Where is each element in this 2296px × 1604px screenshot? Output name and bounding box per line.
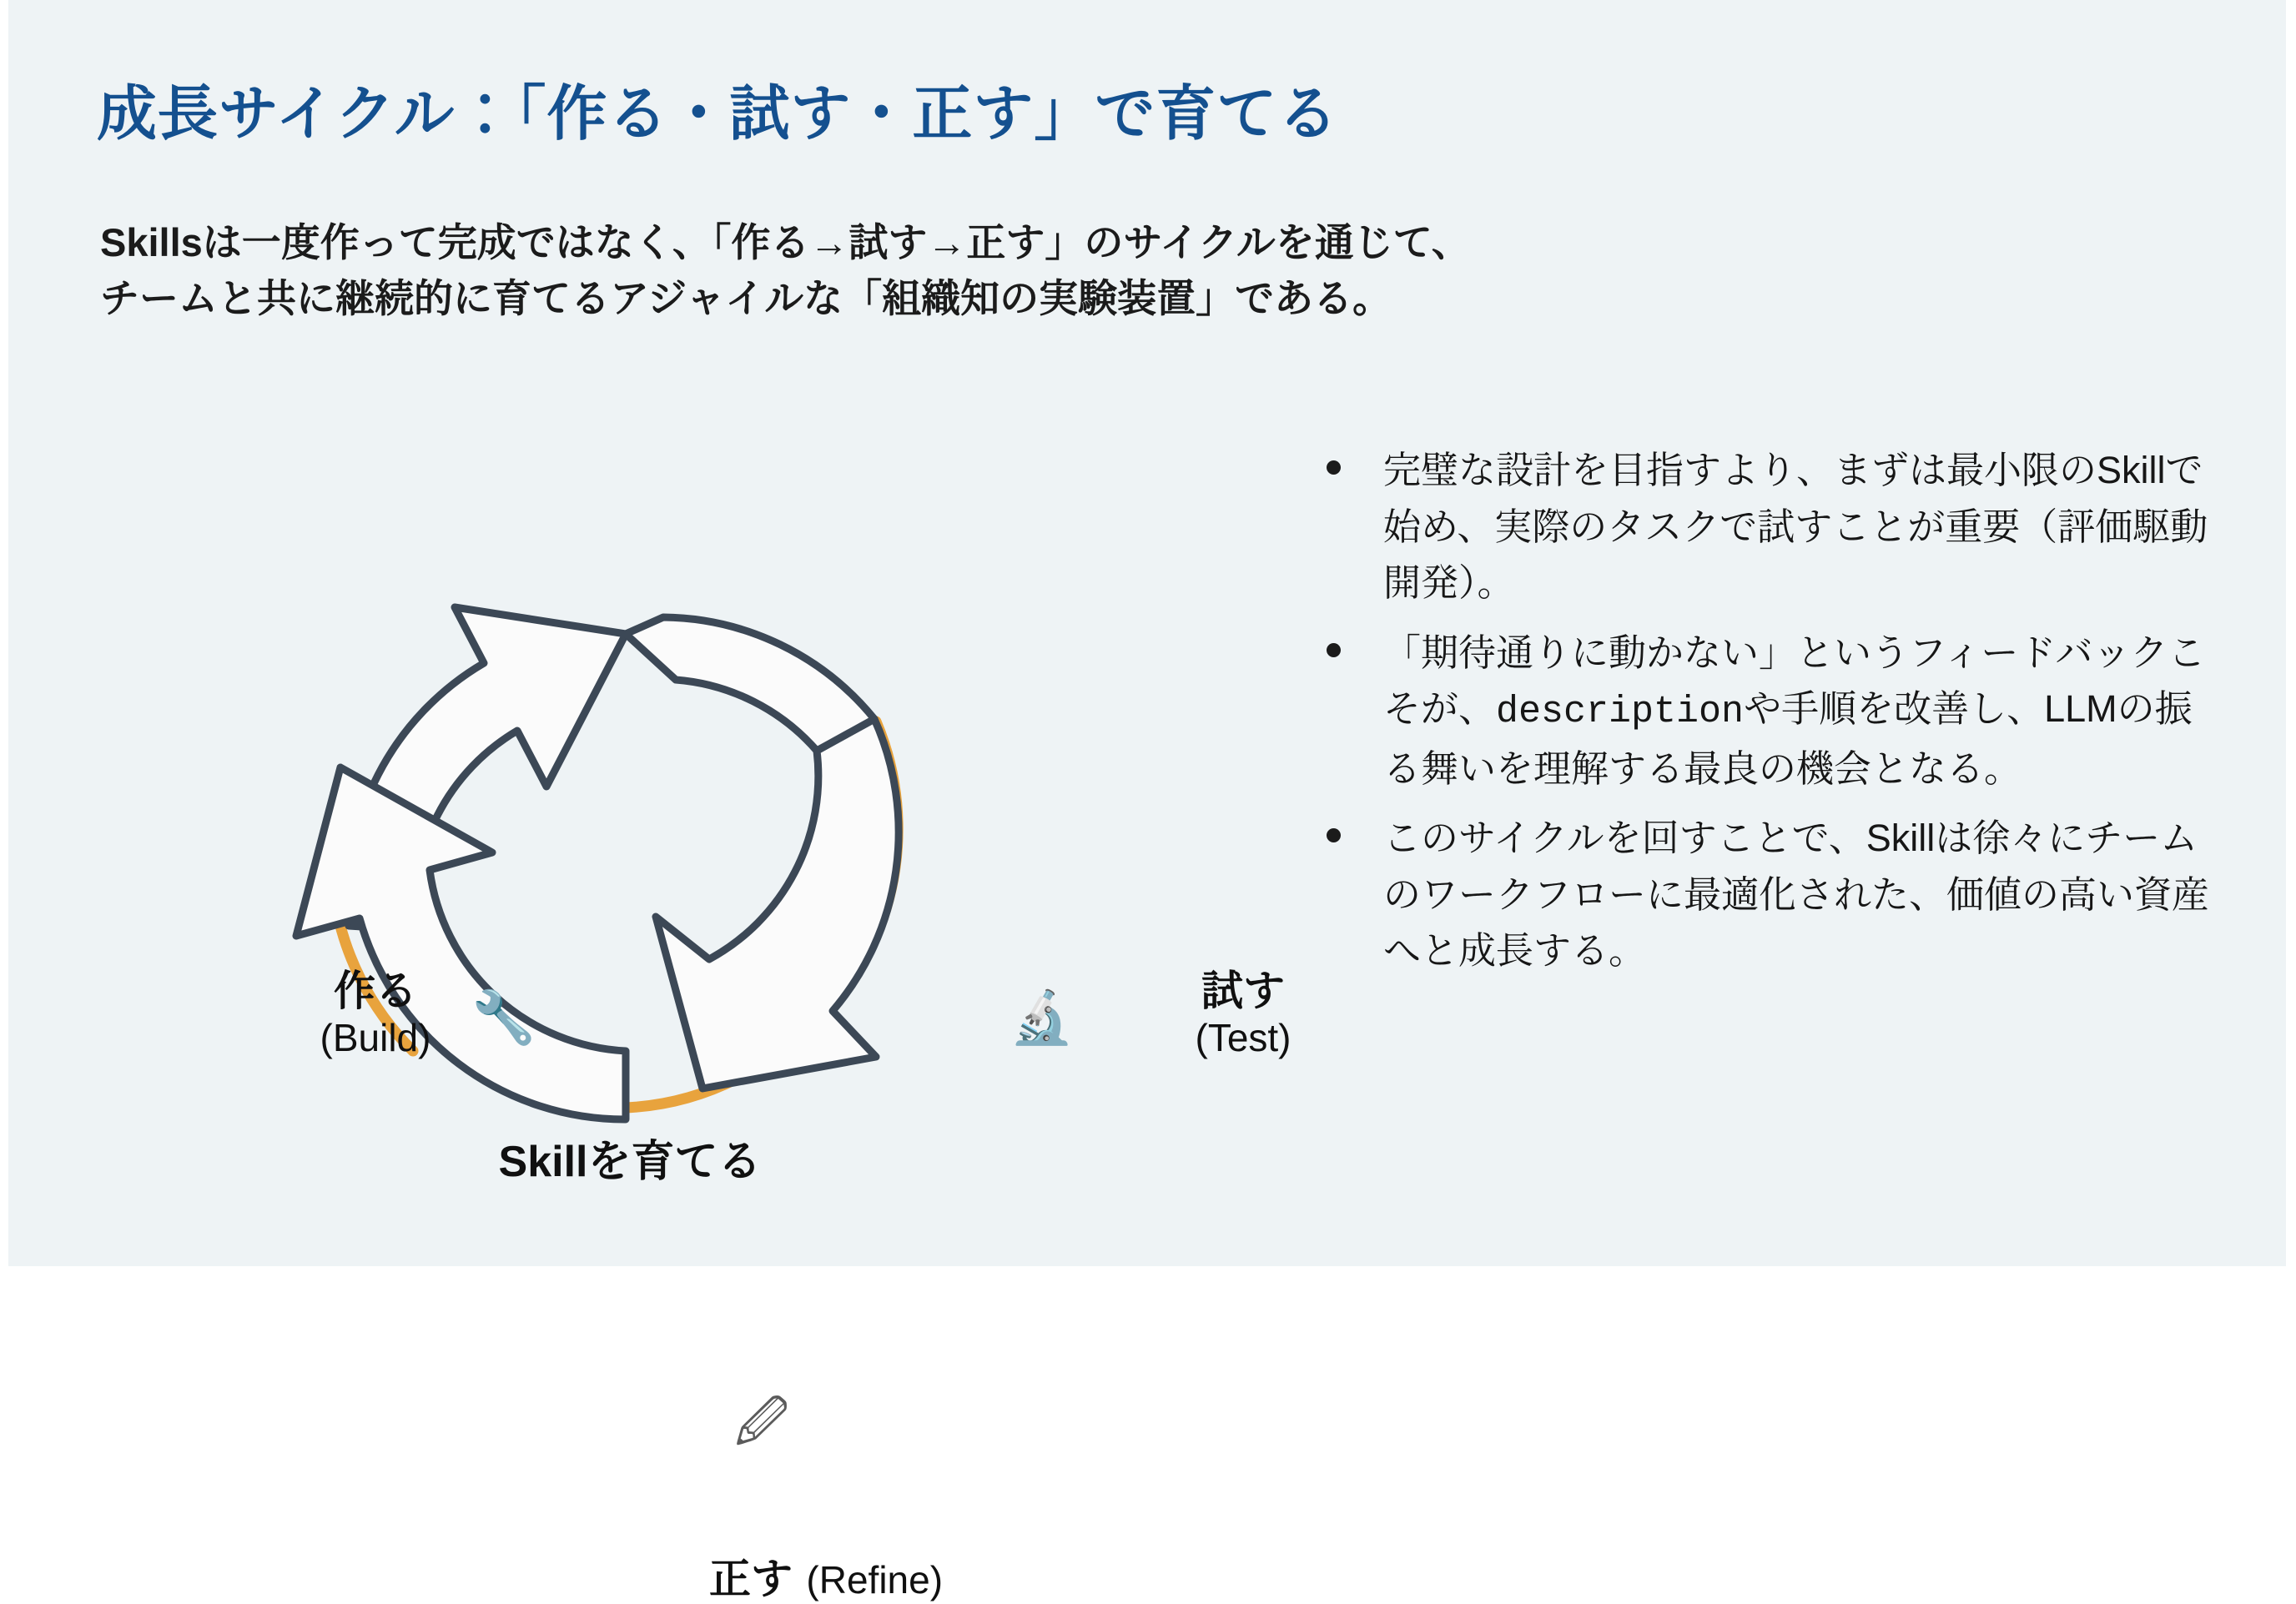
cycle-node-test-jp: 試す [1201,968,1285,1014]
list-item [1310,442,2219,611]
microscope-icon: 🔬 [1010,989,1075,1047]
bullet-dot-icon [1327,460,1341,475]
slide-edge-left [0,0,8,1281]
pencil-edit-icon: 🖉 [734,1394,790,1451]
tools-icon: 🔧 [471,989,536,1047]
growth-cycle-diagram [125,392,1292,1602]
cycle-node-test-en: (Test) [1195,1015,1292,1059]
cycle-node-build-jp: 作る [334,968,417,1014]
cycle-node-build [271,968,480,1059]
bullet-dot-icon [1327,828,1341,842]
cycle-node-build-en: (Build) [320,1015,431,1059]
list-item [1310,810,2219,979]
arrow-test-to-refine [656,719,899,1089]
cycle-arrows-svg [125,392,1110,1234]
bullet-text-2: 「期待通りに動かない」というフィードバックこそが、descriptionや手順を改善し、LLMの振る舞いを理解する最良の機会となる。 [1383,631,2206,790]
arrow-test-cap [626,617,874,751]
cycle-node-refine-en: (Refine) [806,1558,944,1601]
cycle-node-refine-jp: 正す [708,1556,793,1602]
bullet-text-1: 完璧な設計を目指すより、まずは最小限のSkillで始め、実際のタスクで試すことが重要（評価駆動開発）。 [1383,449,2208,604]
slide-edge-bottom [0,1266,2296,1281]
slide-edge-right [2286,0,2296,1281]
lead-line-2: チームと共に継続的に育てるアジャイルな「組織知の実験装置」である。 [100,275,1392,320]
lead-paragraph [100,215,2203,326]
list-item [1310,625,2219,797]
bullet-dot-icon [1327,643,1341,657]
cycle-node-refine [567,1556,1085,1604]
lead-line-1: Skillsは一度作って完成ではなく、「作る→試す→正す」のサイクルを通じて、 [100,220,1471,264]
inline-code-description: description [1496,691,1745,733]
bullet-text-3: このサイクルを回すことで、Skillは徐々にチームのワークフローに最適化された、価値の高い資産へと成長する。 [1383,817,2210,972]
cycle-center-label: Skillを育てる [498,1138,762,1186]
bullet-list [1310,442,2219,993]
page-title: 成長サイクル：「作る・試す・正す」で育てる [97,81,1339,148]
